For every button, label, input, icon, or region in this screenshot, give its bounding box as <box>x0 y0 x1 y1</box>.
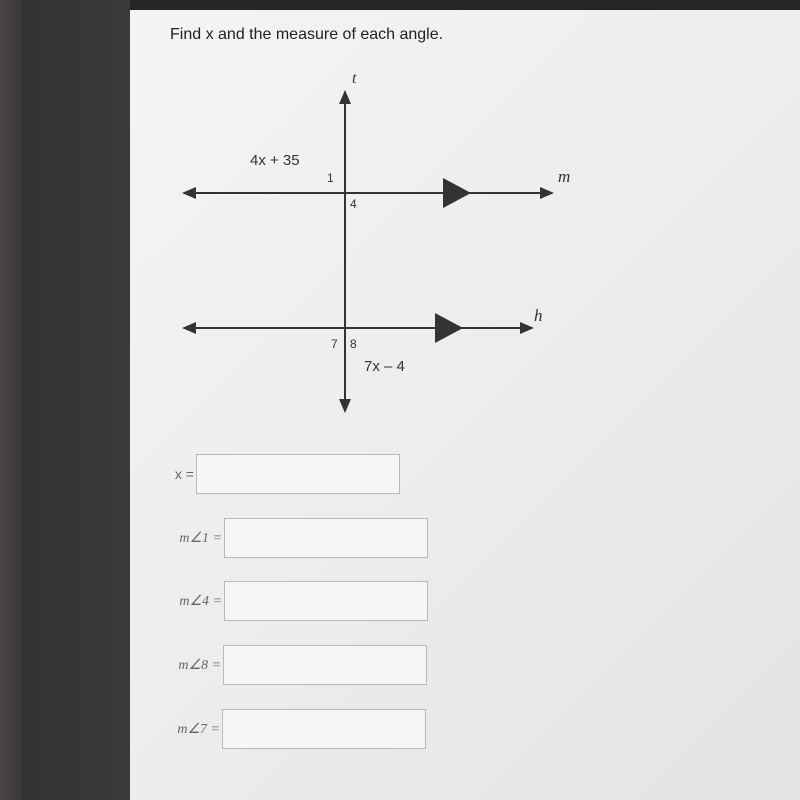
answer-row-x <box>150 454 400 494</box>
parallel-marker-m <box>443 178 471 208</box>
parallel-lines-diagram <box>130 10 800 430</box>
parallel-marker-h <box>435 313 463 343</box>
line-m-label: m <box>558 167 571 186</box>
angle-4-answer-input[interactable] <box>224 581 428 621</box>
transversal-arrow-down <box>339 399 351 413</box>
angle-1-measure-label: m∠1 = <box>179 530 222 546</box>
angle-1-label: 1 <box>327 171 334 185</box>
answer-row-angle-7 <box>150 709 426 749</box>
expression-7x-minus-4: 7x – 4 <box>364 358 405 375</box>
answer-row-angle-8 <box>150 645 427 685</box>
angle-1-answer-input[interactable] <box>224 518 428 558</box>
monitor-frame-edge <box>0 0 22 800</box>
line-h-arrow-left <box>182 322 196 334</box>
angle-7-measure-label: m∠7 = <box>177 721 220 737</box>
line-h-arrow-right <box>520 322 534 334</box>
line-t-label: t <box>352 70 357 87</box>
answer-row-angle-1 <box>150 518 428 558</box>
x-answer-input[interactable] <box>196 454 400 494</box>
line-m-arrow-right <box>540 187 554 199</box>
question-panel <box>130 10 800 800</box>
line-h-label: h <box>534 306 543 325</box>
answer-row-angle-4 <box>150 581 428 621</box>
angle-8-measure-label: m∠8 = <box>178 657 221 673</box>
angle-7-label: 7 <box>331 337 338 351</box>
angle-8-answer-input[interactable] <box>223 645 427 685</box>
expression-4x-plus-35: 4x + 35 <box>250 152 300 169</box>
angle-8-label: 8 <box>350 337 357 351</box>
monitor-bezel-top <box>130 0 800 10</box>
line-m-arrow-left <box>182 187 196 199</box>
question-prompt: Find x and the measure of each angle. <box>170 26 444 43</box>
transversal-arrow-up <box>339 90 351 104</box>
x-label: x = <box>174 466 194 482</box>
angle-7-answer-input[interactable] <box>222 709 426 749</box>
angle-4-label: 4 <box>350 197 357 211</box>
angle-4-measure-label: m∠4 = <box>179 593 222 609</box>
